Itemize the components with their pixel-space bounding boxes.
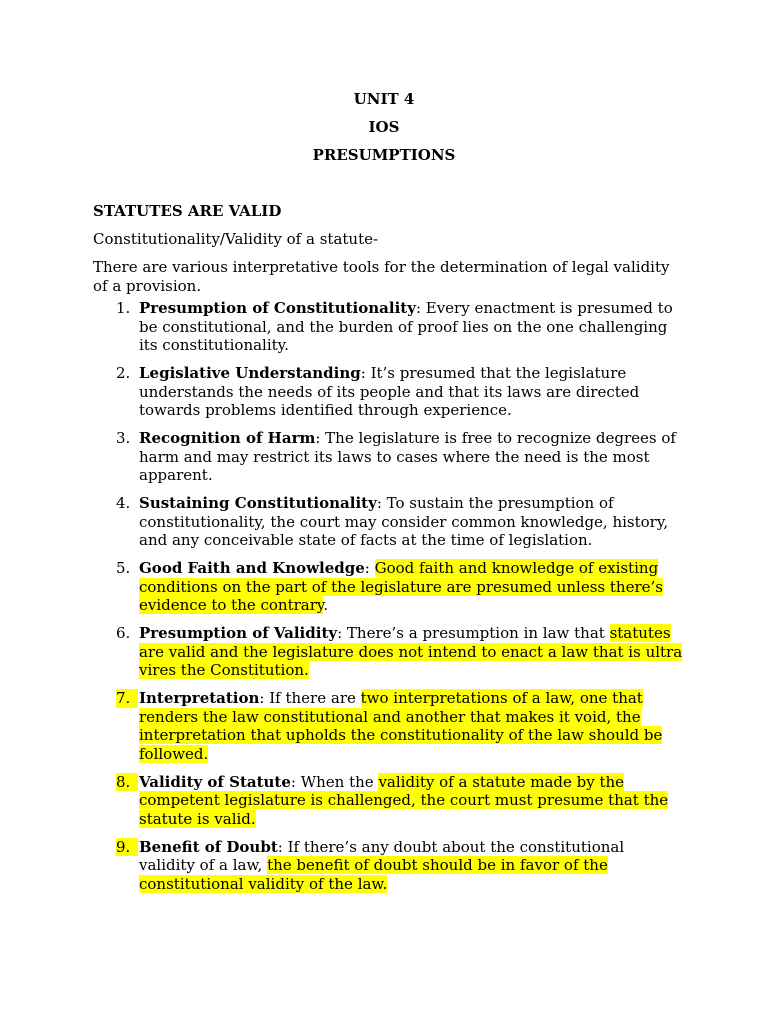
list-item-term: Recognition of Harm xyxy=(139,429,316,447)
highlighted-text: Good faith and knowledge of existing conditions on the part of the legislature are presumed unless there’s evidence to the contrary xyxy=(139,559,663,614)
section-heading: STATUTES ARE VALID xyxy=(93,202,282,220)
topic-title: PRESUMPTIONS xyxy=(312,146,456,164)
list-item-text: : If there are xyxy=(259,689,361,707)
list-item-text: : Every enactment is presumed to be constitutional, and the burden of proof lies on the one challenging its constitutionality. xyxy=(139,299,673,354)
section-subtitle: Constitutionality/Validity of a statute- xyxy=(93,230,379,248)
list-item-text: : xyxy=(364,559,375,577)
list-item-number: 5. xyxy=(116,559,131,577)
subject-title: IOS xyxy=(368,118,400,136)
unit-title: UNIT 4 xyxy=(353,90,415,108)
list-item xyxy=(93,494,683,550)
list-item-number: 3. xyxy=(116,429,131,447)
list-item-text: : When the xyxy=(290,772,379,791)
list-item-text: : The legislature is free to recognize degrees of harm and may restrict its laws to cases where the need is the most apparent. xyxy=(139,429,676,484)
list-item-term: Presumption of Constitutionality xyxy=(139,299,416,317)
highlighted-text: statutes are valid and the legislature does not intend to enact a law that is ultra vires the Constitution. xyxy=(139,624,683,679)
list-item-term: Benefit of Doubt xyxy=(139,837,278,856)
list-item-term: Interpretation xyxy=(139,689,260,707)
list-item-term: Legislative Understanding xyxy=(139,364,361,382)
list-item-number: 9. xyxy=(116,838,138,857)
list-item-text: . xyxy=(323,596,329,614)
intro-paragraph: There are various interpretative tools for the determination of legal validity of a provision. xyxy=(93,258,670,295)
list-item xyxy=(93,364,683,420)
list-item xyxy=(93,838,683,894)
list-item-number: 2. xyxy=(116,364,131,382)
list-item-term: Validity of Statute xyxy=(139,772,291,791)
list-item xyxy=(93,689,683,763)
list-item-number: 7. xyxy=(116,689,138,708)
document-page xyxy=(93,85,683,903)
list-item-number: 6. xyxy=(116,624,131,642)
presumption-list xyxy=(93,299,683,893)
highlighted-text: validity of a statute made by the competent legislature is challenged, the court must presume that the statute is valid. xyxy=(139,772,669,828)
list-item-term: Good Faith and Knowledge xyxy=(139,559,365,577)
list-item-term: Sustaining Constitutionality xyxy=(139,494,377,512)
highlighted-text: the benefit of doubt should be in favor of the constitutional validity of the law. xyxy=(139,856,608,893)
list-item xyxy=(93,559,683,615)
list-item-text: : It’s presumed that the legislature understands the needs of its people and that its laws are directed towards problems identified through experience. xyxy=(139,364,640,419)
highlighted-text: two interpretations of a law, one that renders the law constitutional and another that makes it void, the interpretation that upholds the constitutionality of the law should be followed. xyxy=(139,689,663,763)
list-item-text: : There’s a presumption in law that xyxy=(337,624,610,642)
list-item xyxy=(93,299,683,355)
list-item-number: 4. xyxy=(116,494,131,512)
list-item-text: : To sustain the presumption of constitutionality, the court may consider common knowledge, history, and any conceivable state of facts at the time of legislation. xyxy=(139,494,669,549)
list-item xyxy=(93,429,683,485)
list-item-text: : If there’s any doubt about the constitutional validity of a law, xyxy=(139,837,625,874)
list-item-term: Presumption of Validity xyxy=(139,624,338,642)
list-item-number: 8. xyxy=(116,773,138,792)
list-item xyxy=(93,624,683,680)
list-item-number: 1. xyxy=(116,299,131,317)
list-item xyxy=(93,773,683,829)
